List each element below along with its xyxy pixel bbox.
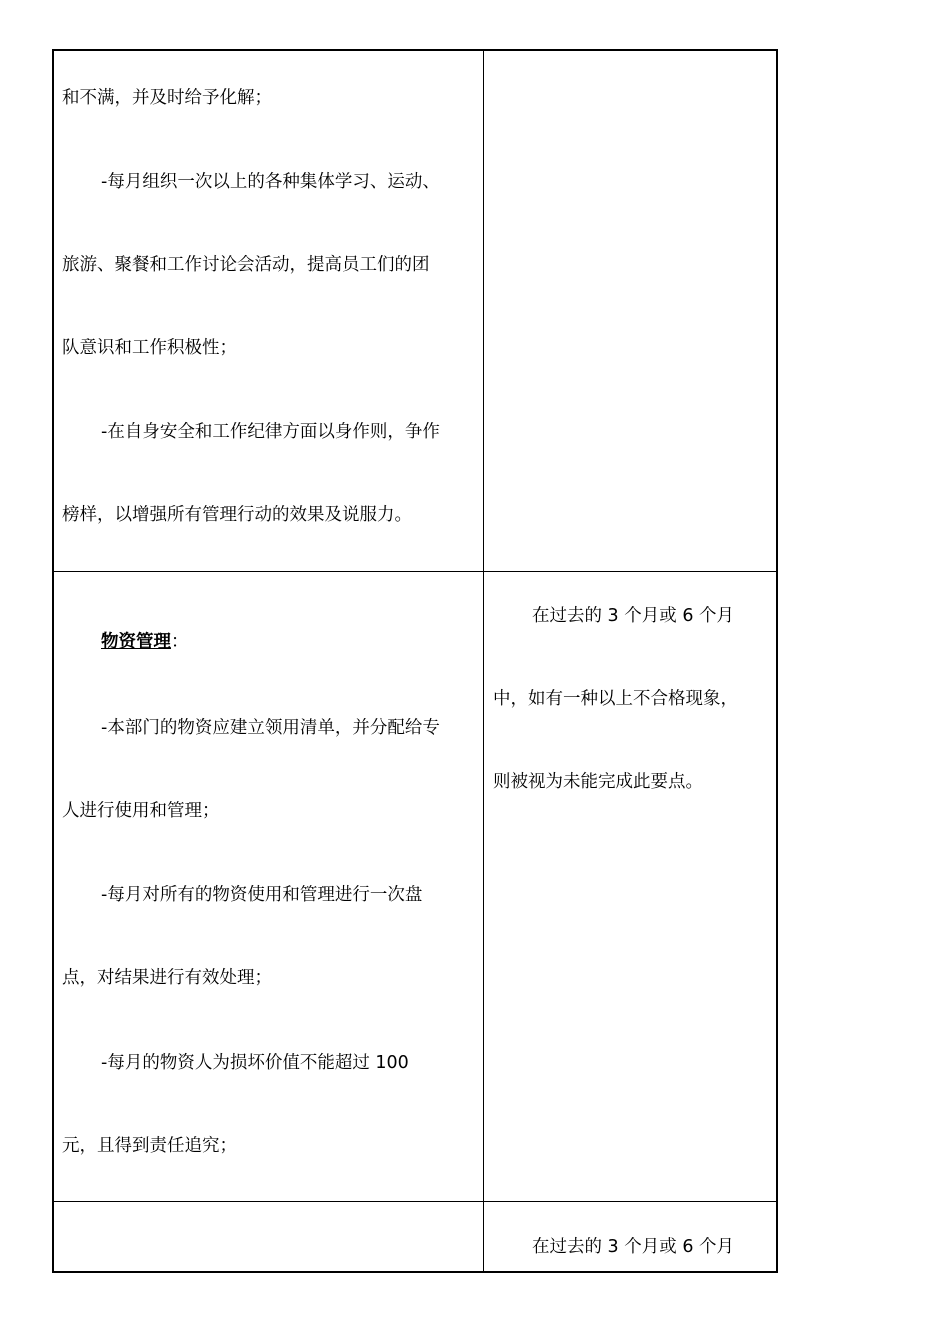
text-line: -本部门的物资应建立领用清单，并分配给专	[101, 718, 440, 738]
text-line: 元，且得到责任追究；	[62, 1136, 237, 1156]
text-line: 中，如有一种以上不合格现象，	[493, 689, 738, 709]
text-line: 榜样，以增强所有管理行动的效果及说服力。	[62, 505, 412, 525]
text-line: 队意识和工作积极性；	[62, 338, 237, 358]
section-heading-text: 物资管理	[101, 632, 171, 652]
text-line: 人进行使用和管理；	[62, 801, 220, 821]
requirement-cell	[53, 572, 484, 1201]
text-line: -在自身安全和工作纪律方面以身作则，争作	[101, 422, 440, 442]
heading-colon: ：	[171, 632, 189, 652]
table-row	[53, 50, 777, 572]
evaluation-cell	[484, 572, 777, 1201]
table-row	[53, 1202, 777, 1272]
text-line: 旅游、聚餐和工作讨论会活动，提高员工们的团	[62, 255, 430, 275]
text-line: -每月组织一次以上的各种集体学习、运动、	[101, 172, 440, 192]
requirement-cell	[53, 1202, 484, 1272]
section-heading	[101, 631, 189, 653]
text-line: -每月对所有的物资使用和管理进行一次盘	[101, 885, 423, 905]
criteria-table	[52, 49, 778, 1273]
text-line: -每月的物资人为损坏价值不能超过 100	[101, 1053, 409, 1073]
text-line: 则被视为未能完成此要点。	[493, 772, 703, 792]
requirement-cell	[53, 50, 484, 571]
text-line: 和不满，并及时给予化解；	[62, 88, 272, 108]
text-line: 在过去的 3 个月或 6 个月	[532, 1237, 735, 1257]
evaluation-cell	[484, 1202, 777, 1272]
text-line: 在过去的 3 个月或 6 个月	[532, 606, 735, 626]
evaluation-cell	[484, 50, 777, 571]
table-row	[53, 572, 777, 1202]
text-line: 点，对结果进行有效处理；	[62, 968, 272, 988]
